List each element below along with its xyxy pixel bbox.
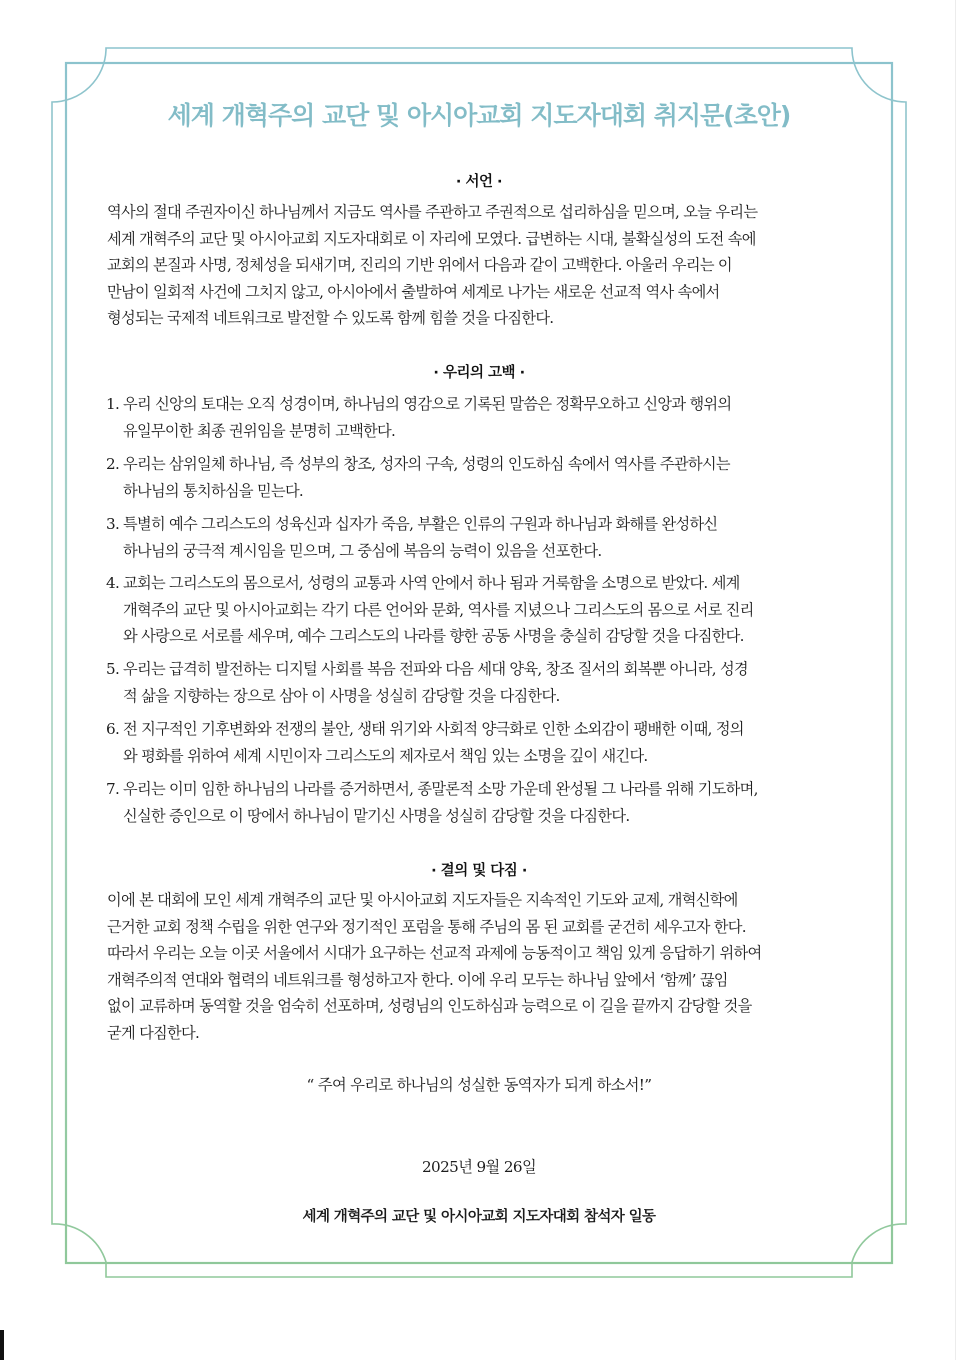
item-text: 유일무이한 최종 권위임을 분명히 고백한다. xyxy=(123,421,396,440)
item-number: 1. xyxy=(106,395,120,413)
item-text: 우리는 삼위일체 하나님, 즉 성부의 창조, 성자의 구속, 성령의 인도하심 속에서 역사를 주관하시는 xyxy=(123,455,730,473)
item-text: 하나님의 통치하심을 믿는다. xyxy=(123,481,304,500)
item-number: 4. xyxy=(106,574,120,592)
item-text: 우리는 급격히 발전하는 디지털 사회를 복음 전파와 다음 세대 양육, 창조 질서의 회복뿐 아니라, 성경 xyxy=(123,660,748,678)
item-text: 신실한 증인으로 이 땅에서 하나님이 맡기신 사명을 성실히 감당할 것을 다짐한다. xyxy=(123,806,630,825)
confession-item-4 xyxy=(106,570,862,650)
intro-line: 형성되는 국제적 네트워크로 발전할 수 있도록 함께 힘쓸 것을 다짐한다. xyxy=(107,309,554,327)
document-title: 세계 개혁주의 교단 및 아시아교회 지도자대회 취지문(초안) xyxy=(167,101,791,130)
item-text: 특별히 예수 그리스도의 성육신과 십자가 죽음, 부활은 인류의 구원과 하나님과 화해를 완성하신 xyxy=(123,515,718,533)
confession-item-6 xyxy=(106,716,862,769)
resolution-line: 개혁주의적 연대와 협력의 네트워크를 형성하고자 한다. 이에 우리 모두는 하나님 앞에서 ‘함께’ 끊임 xyxy=(107,970,728,989)
item-text: 개혁주의 교단 및 아시아교회는 각기 다른 언어와 문화, 역사를 지녔으나 그리스도의 몸으로 서로 진리 xyxy=(123,600,754,619)
intro-line: 세계 개혁주의 교단 및 아시아교회 지도자대회로 이 자리에 모였다. 급변하는 시대, 불확실성의 도전 속에 xyxy=(107,229,756,248)
resolution-line: 이에 본 대회에 모인 세계 개혁주의 교단 및 아시아교회 지도자들은 지속적인 기도와 교제, 개혁신학에 xyxy=(107,891,738,909)
page-edge xyxy=(955,0,956,1360)
intro-paragraph xyxy=(107,199,859,332)
item-text: 우리는 이미 임한 하나님의 나라를 증거하면서, 종말론적 소망 가운데 완성될 그 나라를 위해 기도하며, xyxy=(123,780,758,798)
resolution-line: 굳게 다짐한다. xyxy=(107,1023,200,1042)
item-number: 3. xyxy=(106,515,120,533)
item-number: 2. xyxy=(106,455,120,473)
item-number: 5. xyxy=(106,660,120,678)
item-text: 적 삶을 지향하는 장으로 삼아 이 사명을 성실히 감당할 것을 다짐한다. xyxy=(123,686,560,705)
closing-prayer: “ 주여 우리로 하나님의 성실한 동역자가 되게 하소서!” xyxy=(306,1076,652,1094)
item-text: 하나님의 궁극적 계시임을 믿으며, 그 중심에 복음의 능력이 있음을 선포한다. xyxy=(123,541,602,560)
section-heading-intro: · 서언 · xyxy=(455,174,503,190)
intro-line: 만남이 일회적 사건에 그치지 않고, 아시아에서 출발하여 세계로 나가는 새로운 선교적 역사 속에서 xyxy=(107,282,720,301)
item-text: 와 사랑으로 서로를 세우며, 예수 그리스도의 나라를 향한 공동 사명을 충실히 감당할 것을 다짐한다. xyxy=(123,627,744,645)
intro-line: 교회의 본질과 사명, 정체성을 되새기며, 진리의 기반 위에서 다음과 같이 고백한다. 아울러 우리는 이 xyxy=(107,256,732,274)
confession-item-3 xyxy=(106,511,862,564)
confession-item-7 xyxy=(106,776,862,829)
item-text: 교회는 그리스도의 몸으로서, 성령의 교통과 사역 안에서 하나 됨과 거룩함을 소명으로 받았다. 세계 xyxy=(123,574,740,592)
intro-line: 역사의 절대 주권자이신 하나님께서 지금도 역사를 주관하고 주권적으로 섭리하심을 믿으며, 오늘 우리는 xyxy=(107,203,758,221)
confession-item-2 xyxy=(106,451,862,504)
confession-item-1 xyxy=(106,391,862,444)
signatory-line: 세계 개혁주의 교단 및 아시아교회 지도자대회 참석자 일동 xyxy=(302,1209,656,1225)
resolution-paragraph xyxy=(107,887,859,1046)
item-text: 전 지구적인 기후변화와 전쟁의 불안, 생태 위기와 사회적 양극화로 인한 소외감이 팽배한 이때, 정의 xyxy=(123,720,744,738)
confession-item-5 xyxy=(106,656,862,709)
document-date: 2025년 9월 26일 xyxy=(421,1158,537,1176)
resolution-line: 근거한 교회 정책 수립을 위한 연구와 정기적인 포럼을 통해 주님의 몸 된 교회를 굳건히 세우고자 한다. xyxy=(107,917,746,936)
resolution-line: 따라서 우리는 오늘 이곳 서울에서 시대가 요구하는 선교적 과제에 능동적이고 책임 있게 응답하기 위하여 xyxy=(107,944,762,962)
resolution-line: 없이 교류하며 동역할 것을 엄숙히 선포하며, 성령님의 인도하심과 능력으로 이 길을 끝까지 감당할 것을 xyxy=(107,997,752,1015)
item-text: 와 평화를 위하여 세계 시민이자 그리스도의 제자로서 책임 있는 소명을 깊이 새긴다. xyxy=(123,746,648,765)
item-number: 7. xyxy=(106,780,120,798)
item-text: 우리 신앙의 토대는 오직 성경이며, 하나님의 영감으로 기록된 말씀은 정확무오하고 신앙과 행위의 xyxy=(123,395,732,413)
scan-mark xyxy=(0,1330,4,1360)
item-number: 6. xyxy=(106,720,120,738)
section-heading-confession: · 우리의 고백 · xyxy=(433,365,525,381)
section-heading-resolution: · 결의 및 다짐 · xyxy=(431,863,527,879)
